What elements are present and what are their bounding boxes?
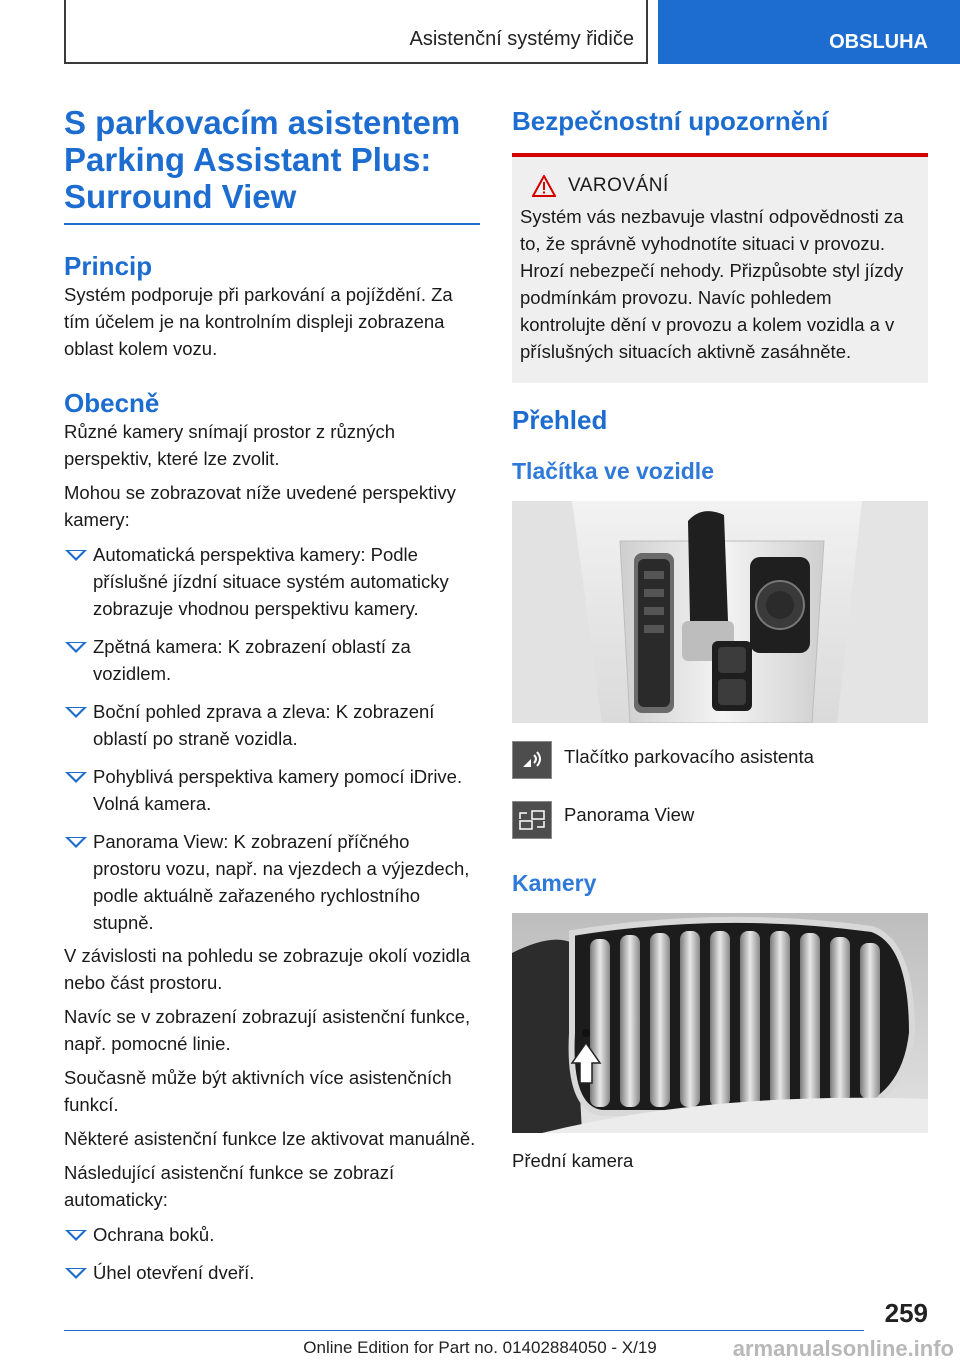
buttons-heading: Tlačítka ve vozidle: [512, 458, 714, 484]
watermark: armanualsonline.info: [732, 1336, 954, 1361]
panorama-view-button-label: Panorama View: [564, 804, 695, 825]
header-section-title: Asistenční systémy řidiče: [409, 28, 634, 50]
front-camera-photo: [512, 913, 928, 1133]
list-item: Úhel otevření dveří.: [64, 1259, 480, 1286]
panorama-view-icon: [512, 801, 552, 839]
triangle-bullet-icon: [65, 707, 87, 718]
paragraph: Navíc se v zobrazení zobrazují asistenční funkce, např. pomocné linie.: [64, 1006, 471, 1054]
list-item: Automatická perspektiva kamery: Podle příslušné jízdní situace systém automaticky zobrazuje vhodnou perspektivu kamery.: [64, 541, 480, 622]
princip-heading: Princip: [64, 251, 153, 281]
princip-text: Systém podporuje při parkování a pojíždění. Za tím účelem je na kontrolním displeji zobrazena oblast kolem vozu.: [64, 284, 453, 359]
safety-heading: Bezpečnostní upozornění: [512, 106, 829, 136]
perspective-list: [64, 541, 480, 936]
paragraph: Současně může být aktivních více asistenčních funkcí.: [64, 1067, 452, 1115]
panorama-view-button-row: [512, 801, 928, 839]
paragraph: V závislosti na pohledu se zobrazuje okolí vozidla nebo část prostoru.: [64, 945, 471, 993]
right-column: [512, 104, 928, 1174]
kidney-grille-illustration: [512, 913, 928, 1133]
cameras-heading: Kamery: [512, 870, 597, 896]
warning-box: [512, 153, 928, 383]
obecne-heading: Obecně: [64, 388, 160, 418]
overview-heading: Přehled: [512, 405, 608, 435]
list-item: Zpětná kamera: K zobrazení oblastí za vozidlem.: [64, 633, 480, 687]
page-number: 259: [884, 1298, 928, 1328]
triangle-bullet-icon: [65, 1268, 87, 1279]
center-console-photo: [512, 501, 928, 723]
parking-assistant-button-label: Tlačítko parkovacího asistenta: [564, 746, 814, 767]
warning-label: VAROVÁNÍ: [568, 175, 669, 196]
triangle-bullet-icon: [65, 837, 87, 848]
warning-triangle-icon: [532, 175, 556, 197]
parking-assistant-button-row: [512, 741, 928, 779]
warning-title: [532, 175, 920, 197]
obecne-paragraph-2: Mohou se zobrazovat níže uvedené perspektivy kamery:: [64, 482, 456, 530]
footer-edition: Online Edition for Part no. 01402884050 - X/19: [303, 1338, 657, 1357]
triangle-bullet-icon: [65, 550, 87, 561]
front-camera-caption: Přední kamera: [512, 1150, 634, 1171]
left-column: [64, 104, 480, 1286]
triangle-bullet-icon: [65, 642, 87, 653]
list-item: Boční pohled zprava a zleva: K zobrazení oblastí po straně vozidla.: [64, 698, 480, 752]
paragraph: Některé asistenční funkce lze aktivovat manuálně.: [64, 1128, 476, 1149]
warning-text: Systém vás nezbavuje vlastní odpovědnosti za to, že správně vyhodnotíte situaci v provozu. Hrozí nebezpečí nehody. Přizpůsobte styl jízdy podmínkám provozu. Navíc pohledem kontrolujte dění v provozu a kolem vozidla a v příslušných situacích aktivně zasáhněte.: [520, 206, 904, 362]
triangle-bullet-icon: [65, 772, 87, 783]
obecne-paragraph-1: Různé kamery snímají prostor z různých perspektiv, které lze zvolit.: [64, 421, 396, 469]
list-item: Ochrana boků.: [64, 1221, 480, 1248]
paragraph: Následující asistenční funkce se zobrazí automaticky:: [64, 1162, 395, 1210]
parking-assistant-icon: [512, 741, 552, 779]
page-title: S parkovacím asistentem Parking Assistant Plus: Surround View: [64, 104, 480, 225]
center-console-illustration: [512, 501, 928, 723]
header-section-box: [64, 0, 648, 64]
footer-divider: [64, 1330, 864, 1331]
triangle-bullet-icon: [65, 1230, 87, 1241]
list-item: Panorama View: K zobrazení příčného prostoru vozu, např. na vjezdech a výjezdech, podle aktuálně zařazeného rychlostního stupně.: [64, 828, 480, 936]
header-chapter-tab: OBSLUHA: [658, 0, 960, 64]
list-item: Pohyblivá perspektiva kamery pomocí iDrive. Volná kamera.: [64, 763, 480, 817]
auto-function-list: [64, 1221, 480, 1286]
